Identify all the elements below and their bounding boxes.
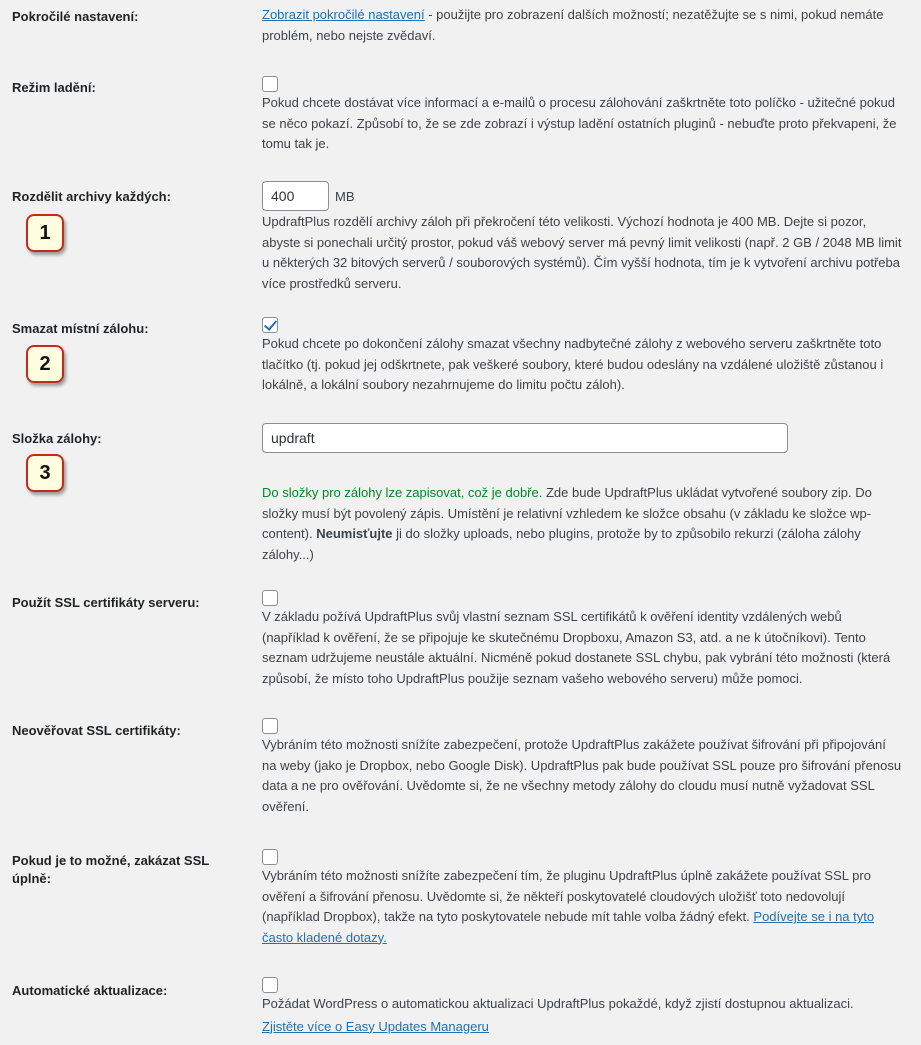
show-advanced-settings-link[interactable]: Zobrazit pokročilé nastavení bbox=[262, 7, 425, 22]
split-size-input[interactable] bbox=[262, 181, 329, 211]
split-size-unit: MB bbox=[335, 188, 355, 204]
advanced-settings-label: Pokročilé nastavení: bbox=[12, 9, 139, 24]
folder-writable-status: Do složky pro zálohy lze zapisovat, což je dobře. bbox=[262, 485, 543, 500]
no-verify-ssl-checkbox[interactable] bbox=[262, 718, 278, 734]
callout-badge-2: 2 bbox=[26, 345, 64, 383]
advanced-settings-description: Zobrazit pokročilé nastavení - použijte pro zobrazení dalších možností; nezatěžujte se s nimi, pokud nemáte problém, nebo nejste zvědaví. bbox=[262, 7, 884, 43]
delete-local-description: Pokud chcete po dokončení zálohy smazat všechny nadbytečné zálohy z webového serveru zaškrtněte toto tlačítko (tj. pokud jej odškrtnete, pak veškeré soubory, které budou odeslány na vzdálené uložiště zůstanou i lokálně, a lokální soubory nezahrnujeme do limitu počtu záloh). bbox=[262, 336, 884, 392]
auto-updates-checkbox[interactable] bbox=[262, 977, 278, 993]
backup-folder-input[interactable] bbox=[262, 423, 788, 453]
disable-ssl-description: Vybráním této možnosti snížíte zabezpečení tím, že pluginu UpdraftPlus úplně zakážete používat SSL pro ověření a šifrování přenosu. Uvědomte si, že někteří poskytovatelé cloudových uložišť toto nedovolují (například Dropbox), takže na tyto poskytovatele nebude mít tahle volba žádný efekt. Podívejte se i na tyto často kladené dotazy. bbox=[262, 868, 875, 945]
easy-updates-manager-link[interactable]: Zjistěte více o Easy Updates Manageru bbox=[262, 1018, 489, 1034]
no-verify-ssl-description: Vybráním této možnosti snížíte zabezpečení, protože UpdraftPlus zakážete používat šifrování při připojování na weby (jako je Dropbox, nebo Google Disk). UpdraftPlus pak bude používat SSL pouze pro šifrování přenosu data a ne pro ověřování. Uvědomte si, že ne všechny metody zálohy do cloudu musí nutně vyžadovat SSL ověření. bbox=[262, 737, 902, 814]
do-not-place-warning: Neumisťujte bbox=[316, 526, 393, 541]
auto-updates-label: Automatické aktualizace: bbox=[12, 983, 168, 998]
backup-folder-label: Složka zálohy: bbox=[12, 431, 102, 446]
auto-updates-description: Požádat WordPress o automatickou aktualizaci UpdraftPlus pokaždé, když zjistí dostupnou aktualizaci. bbox=[262, 996, 854, 1011]
debug-mode-description: Pokud chcete dostávat více informací a e-mailů o procesu zálohování zaškrtněte toto políčko - užitečné pokud se něco pokazí. Způsobí to, že se zde zobrazí i výstup ladění ostatních pluginů - nebuďte proto překvapeni, že tomu tak je. bbox=[262, 95, 897, 151]
debug-mode-label: Režim ladění: bbox=[12, 80, 96, 95]
disable-ssl-label: Pokud je to možné, zakázat SSL úplně: bbox=[12, 853, 209, 886]
callout-badge-3: 3 bbox=[26, 454, 64, 492]
split-archives-label: Rozdělit archivy každých: bbox=[12, 189, 171, 204]
split-archives-description: UpdraftPlus rozdělí archivy záloh při překročení této velikosti. Výchozí hodnota je 400 MB. Dejte si pozor, abyste si ponechali určitý prostor, pokud váš webový server má pevný limit velikosti (např. 2 GB / 2048 MB limit u některých 32 bitových serverů / souborových systémů). Čím vyšší hodnota, tím je k vytvoření archivu potřeba více prostředků serveru. bbox=[262, 214, 902, 291]
faq-link[interactable]: Podívejte se i na tyto často kladené dotazy. bbox=[262, 909, 875, 945]
ssl-server-label: Použít SSL certifikáty serveru: bbox=[12, 595, 200, 610]
backup-folder-description: Do složky pro zálohy lze zapisovat, což je dobře. Zde bude UpdraftPlus ukládat vytvořené soubory zip. Do složky musí být povolený zápis. Umístění je relativní vzhledem ke složce obsahu (v základu ke složce wp-content). Neumisťujte ji do složky uploads, nebo plugins, protože by to způsobilo rekurzi (záloha zálohy zálohy...) bbox=[262, 485, 872, 562]
disable-ssl-checkbox[interactable] bbox=[262, 849, 278, 865]
ssl-server-description: V základu požívá UpdraftPlus svůj vlastní seznam SSL certifikátů k ověření identity vzdálených webů (například k ověření, že se připojuje ke skutečnému Dropboxu, Amazon S3, atd. a ne k útočníkovi). Tento seznam udržujeme neustále aktuální. Nicméně pokud dostanete SSL chybu, pak vybrání této možnosti (která způsobí, že místo toho UpdraftPlus použije seznam vašeho webového serveru) může pomoci. bbox=[262, 609, 891, 686]
ssl-server-checkbox[interactable] bbox=[262, 590, 278, 606]
delete-local-checkbox[interactable] bbox=[262, 317, 278, 333]
no-verify-ssl-label: Neověřovat SSL certifikáty: bbox=[12, 723, 181, 738]
delete-local-label: Smazat místní zálohu: bbox=[12, 321, 149, 336]
callout-badge-1: 1 bbox=[26, 214, 64, 252]
debug-mode-checkbox[interactable] bbox=[262, 76, 278, 92]
